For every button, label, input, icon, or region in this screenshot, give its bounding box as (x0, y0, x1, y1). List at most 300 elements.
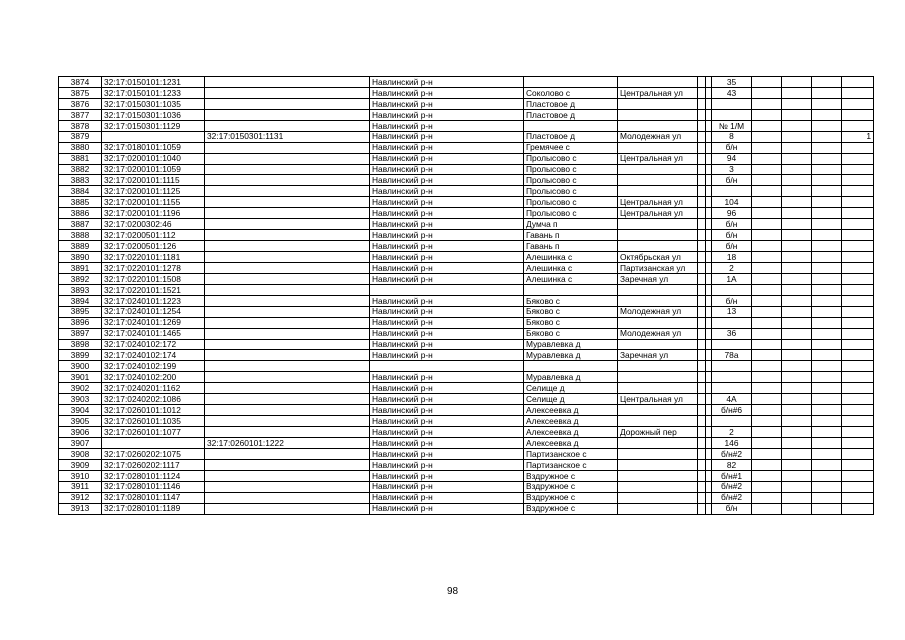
table-row (59, 427, 874, 438)
cell-cadastral-number: 32:17:0150301:1035 (102, 98, 205, 109)
cell-locality: Гремячее с (524, 142, 618, 153)
table-row (59, 131, 874, 142)
cell-col-j (752, 437, 782, 448)
cell-extra-a (698, 295, 706, 306)
cell-col-k (782, 437, 812, 448)
cell-col-m (842, 175, 874, 186)
cell-col-k (782, 306, 812, 317)
cell-col-l (812, 120, 842, 131)
cell-street (618, 405, 698, 416)
cell-extra-a (698, 405, 706, 416)
cell-row-number: 3874 (59, 77, 102, 88)
cell-row-number: 3890 (59, 252, 102, 263)
cell-col-j (752, 295, 782, 306)
cell-row-number: 3903 (59, 394, 102, 405)
cell-col-j (752, 284, 782, 295)
table-row (59, 481, 874, 492)
cell-district: Навлинский р-н (370, 470, 524, 481)
cell-extra-a (698, 427, 706, 438)
cell-cadastral-number-alt (205, 405, 370, 416)
table-row (59, 241, 874, 252)
cell-col-k (782, 350, 812, 361)
table-row (59, 492, 874, 503)
cell-district: Навлинский р-н (370, 295, 524, 306)
cell-house-number: 36 (712, 328, 752, 339)
cell-district: Навлинский р-н (370, 164, 524, 175)
cell-cadastral-number-alt (205, 120, 370, 131)
cell-locality: Муравлевка д (524, 350, 618, 361)
cell-row-number: 3876 (59, 98, 102, 109)
cell-col-k (782, 186, 812, 197)
cell-district: Навлинский р-н (370, 503, 524, 514)
cell-col-m (842, 87, 874, 98)
cell-cadastral-number: 32:17:0200101:1115 (102, 175, 205, 186)
cell-locality: Муравлевка д (524, 339, 618, 350)
cell-col-m (842, 361, 874, 372)
cell-district: Навлинский р-н (370, 252, 524, 263)
cell-locality: Пролысово с (524, 153, 618, 164)
cell-col-k (782, 197, 812, 208)
cell-col-m (842, 142, 874, 153)
cell-locality: Думча п (524, 219, 618, 230)
cell-extra-a (698, 252, 706, 263)
cell-street (618, 383, 698, 394)
cell-extra-a (698, 87, 706, 98)
cell-extra-a (698, 459, 706, 470)
cell-cadastral-number-alt (205, 481, 370, 492)
cell-col-m (842, 284, 874, 295)
cell-cadastral-number: 32:17:0280101:1124 (102, 470, 205, 481)
cell-cadastral-number: 32:17:0220101:1278 (102, 262, 205, 273)
cell-street (618, 295, 698, 306)
cell-col-m (842, 492, 874, 503)
cell-locality: Алешинка с (524, 252, 618, 263)
cell-col-m (842, 427, 874, 438)
cell-col-j (752, 317, 782, 328)
cell-cadastral-number-alt (205, 372, 370, 383)
cell-street: Заречная ул (618, 350, 698, 361)
cell-house-number (712, 339, 752, 350)
cell-cadastral-number: 32:17:0260202:1075 (102, 448, 205, 459)
cell-street (618, 437, 698, 448)
cell-row-number: 3899 (59, 350, 102, 361)
cell-house-number: б/н#2 (712, 448, 752, 459)
cell-cadastral-number-alt (205, 175, 370, 186)
cell-col-k (782, 427, 812, 438)
cell-col-m (842, 339, 874, 350)
cell-col-m (842, 317, 874, 328)
cell-district: Навлинский р-н (370, 120, 524, 131)
cell-col-m (842, 230, 874, 241)
cell-street (618, 109, 698, 120)
table-row (59, 339, 874, 350)
cell-col-m (842, 77, 874, 88)
cell-locality: Алексеевка д (524, 437, 618, 448)
cell-district: Навлинский р-н (370, 273, 524, 284)
cell-street (618, 230, 698, 241)
cell-col-m (842, 186, 874, 197)
cell-house-number: б/н (712, 241, 752, 252)
cell-col-k (782, 394, 812, 405)
cell-cadastral-number: 32:17:0260101:1077 (102, 427, 205, 438)
cell-house-number (712, 98, 752, 109)
cell-col-j (752, 492, 782, 503)
cell-col-l (812, 295, 842, 306)
cell-row-number: 3910 (59, 470, 102, 481)
cell-extra-a (698, 186, 706, 197)
cell-col-l (812, 197, 842, 208)
cell-locality: Селище д (524, 394, 618, 405)
cell-district: Навлинский р-н (370, 492, 524, 503)
cell-extra-a (698, 470, 706, 481)
cell-locality: Бяково с (524, 328, 618, 339)
cell-street (618, 175, 698, 186)
cell-extra-a (698, 481, 706, 492)
cell-col-j (752, 109, 782, 120)
cell-col-j (752, 339, 782, 350)
table-row (59, 295, 874, 306)
cell-locality: Пластовое д (524, 98, 618, 109)
cell-cadastral-number: 32:17:0240102:199 (102, 361, 205, 372)
cell-locality: Соколово с (524, 87, 618, 98)
cell-house-number: б/н (712, 295, 752, 306)
cell-cadastral-number-alt (205, 230, 370, 241)
cell-col-m (842, 448, 874, 459)
cell-col-l (812, 470, 842, 481)
cell-col-k (782, 459, 812, 470)
cell-col-k (782, 142, 812, 153)
cell-house-number: 35 (712, 77, 752, 88)
cell-district: Навлинский р-н (370, 262, 524, 273)
cell-locality: Селище д (524, 383, 618, 394)
cell-col-l (812, 219, 842, 230)
cell-col-m (842, 470, 874, 481)
cell-district: Навлинский р-н (370, 175, 524, 186)
table-row (59, 405, 874, 416)
cell-cadastral-number: 32:17:0200101:1059 (102, 164, 205, 175)
cell-col-m (842, 219, 874, 230)
table-row (59, 394, 874, 405)
cell-house-number: б/н (712, 230, 752, 241)
cell-row-number: 3886 (59, 208, 102, 219)
cell-extra-a (698, 142, 706, 153)
cell-cadastral-number: 32:17:0150101:1233 (102, 87, 205, 98)
cell-extra-a (698, 448, 706, 459)
cell-house-number: 146 (712, 437, 752, 448)
cell-street (618, 120, 698, 131)
cell-col-l (812, 372, 842, 383)
cell-col-k (782, 131, 812, 142)
cell-col-k (782, 219, 812, 230)
registry-table-body (59, 77, 874, 515)
cell-house-number: б/н (712, 219, 752, 230)
cell-cadastral-number: 32:17:0240101:1223 (102, 295, 205, 306)
cell-district: Навлинский р-н (370, 241, 524, 252)
cell-row-number: 3879 (59, 131, 102, 142)
cell-col-j (752, 142, 782, 153)
cell-street (618, 284, 698, 295)
cell-cadastral-number-alt (205, 492, 370, 503)
cell-cadastral-number: 32:17:0260202:1117 (102, 459, 205, 470)
cell-extra-a (698, 153, 706, 164)
cell-row-number: 3900 (59, 361, 102, 372)
cell-extra-a (698, 372, 706, 383)
cell-house-number: б/н (712, 175, 752, 186)
cell-district: Навлинский р-н (370, 448, 524, 459)
cell-col-k (782, 503, 812, 514)
table-row (59, 306, 874, 317)
cell-locality: Партизанское с (524, 459, 618, 470)
cell-extra-a (698, 273, 706, 284)
cell-district: Навлинский р-н (370, 109, 524, 120)
cell-street: Молодежная ул (618, 328, 698, 339)
table-row (59, 383, 874, 394)
cell-col-k (782, 120, 812, 131)
cell-extra-a (698, 350, 706, 361)
cell-row-number: 3889 (59, 241, 102, 252)
cell-street (618, 492, 698, 503)
cell-col-j (752, 153, 782, 164)
cell-col-j (752, 361, 782, 372)
cell-cadastral-number: 32:17:0200101:1040 (102, 153, 205, 164)
cell-street: Октябрьская ул (618, 252, 698, 263)
cell-cadastral-number-alt (205, 427, 370, 438)
cell-locality: Вздружное с (524, 481, 618, 492)
table-row (59, 350, 874, 361)
cell-district: Навлинский р-н (370, 87, 524, 98)
cell-district: Навлинский р-н (370, 383, 524, 394)
cell-col-l (812, 186, 842, 197)
cell-col-l (812, 153, 842, 164)
cell-extra-a (698, 383, 706, 394)
cell-cadastral-number: 32:17:0220101:1521 (102, 284, 205, 295)
table-row (59, 437, 874, 448)
cell-col-l (812, 273, 842, 284)
cell-col-k (782, 448, 812, 459)
table-row (59, 197, 874, 208)
cell-cadastral-number-alt (205, 470, 370, 481)
cell-cadastral-number: 32:17:0200101:1155 (102, 197, 205, 208)
cell-row-number: 3897 (59, 328, 102, 339)
cell-extra-a (698, 98, 706, 109)
cell-col-m (842, 437, 874, 448)
cell-col-l (812, 317, 842, 328)
cell-street (618, 459, 698, 470)
cell-row-number: 3896 (59, 317, 102, 328)
cell-house-number (712, 109, 752, 120)
cell-col-k (782, 405, 812, 416)
cell-house-number (712, 186, 752, 197)
cell-col-l (812, 503, 842, 514)
cell-extra-a (698, 197, 706, 208)
table-row (59, 208, 874, 219)
cell-house-number: б/н (712, 503, 752, 514)
cell-cadastral-number: 32:17:0240101:1254 (102, 306, 205, 317)
cell-street: Заречная ул (618, 273, 698, 284)
cell-col-k (782, 153, 812, 164)
cell-row-number: 3902 (59, 383, 102, 394)
cell-locality: Алексеевка д (524, 416, 618, 427)
cell-col-k (782, 87, 812, 98)
cell-locality (524, 284, 618, 295)
table-row (59, 219, 874, 230)
cell-house-number: б/н#1 (712, 470, 752, 481)
cell-locality: Партизанское с (524, 448, 618, 459)
cell-house-number (712, 372, 752, 383)
cell-cadastral-number-alt (205, 383, 370, 394)
cell-locality (524, 77, 618, 88)
cell-col-m (842, 394, 874, 405)
cell-col-m (842, 481, 874, 492)
cell-cadastral-number-alt (205, 186, 370, 197)
table-row (59, 470, 874, 481)
cell-cadastral-number: 32:17:0180101:1059 (102, 142, 205, 153)
cell-locality: Гавань п (524, 230, 618, 241)
cell-cadastral-number-alt (205, 109, 370, 120)
cell-col-j (752, 306, 782, 317)
table-row (59, 120, 874, 131)
table-row (59, 328, 874, 339)
cell-row-number: 3912 (59, 492, 102, 503)
cell-street (618, 164, 698, 175)
cell-col-l (812, 459, 842, 470)
cell-street: Партизанская ул (618, 262, 698, 273)
cell-cadastral-number-alt (205, 317, 370, 328)
cell-col-j (752, 175, 782, 186)
cell-extra-a (698, 492, 706, 503)
cell-house-number: 43 (712, 87, 752, 98)
table-row (59, 273, 874, 284)
cell-cadastral-number: 32:17:0280101:1147 (102, 492, 205, 503)
cell-cadastral-number: 32:17:0280101:1146 (102, 481, 205, 492)
cell-col-j (752, 262, 782, 273)
cell-district: Навлинский р-н (370, 142, 524, 153)
cell-house-number: 18 (712, 252, 752, 263)
cell-cadastral-number-alt: 32:17:0260101:1222 (205, 437, 370, 448)
cell-locality: Муравлевка д (524, 372, 618, 383)
cell-col-k (782, 492, 812, 503)
cell-district (370, 284, 524, 295)
cell-street: Центральная ул (618, 197, 698, 208)
cell-row-number: 3893 (59, 284, 102, 295)
cell-cadastral-number-alt (205, 416, 370, 427)
cell-cadastral-number: 32:17:0220101:1181 (102, 252, 205, 263)
cell-street: Центральная ул (618, 394, 698, 405)
table-row (59, 87, 874, 98)
cell-street (618, 186, 698, 197)
cell-cadastral-number: 32:17:0260101:1012 (102, 405, 205, 416)
cell-cadastral-number: 32:17:0220101:1508 (102, 273, 205, 284)
cell-col-l (812, 87, 842, 98)
cell-street (618, 503, 698, 514)
cell-col-m (842, 273, 874, 284)
cell-district: Навлинский р-н (370, 131, 524, 142)
cell-row-number: 3883 (59, 175, 102, 186)
cell-district: Навлинский р-н (370, 372, 524, 383)
cell-house-number: 78а (712, 350, 752, 361)
cell-locality: Бяково с (524, 306, 618, 317)
cell-cadastral-number (102, 437, 205, 448)
table-row (59, 503, 874, 514)
cell-house-number: 104 (712, 197, 752, 208)
cell-cadastral-number: 32:17:0240101:1269 (102, 317, 205, 328)
cell-extra-a (698, 317, 706, 328)
cell-cadastral-number-alt (205, 394, 370, 405)
cell-col-l (812, 230, 842, 241)
cell-col-l (812, 142, 842, 153)
cell-extra-a (698, 394, 706, 405)
cell-col-m (842, 405, 874, 416)
cell-district: Навлинский р-н (370, 77, 524, 88)
cell-extra-a (698, 164, 706, 175)
cell-cadastral-number: 32:17:0240102:172 (102, 339, 205, 350)
cell-col-m (842, 109, 874, 120)
cell-cadastral-number: 32:17:0150301:1129 (102, 120, 205, 131)
cell-cadastral-number-alt (205, 142, 370, 153)
cell-cadastral-number: 32:17:0200101:1125 (102, 186, 205, 197)
table-row (59, 230, 874, 241)
cell-street (618, 372, 698, 383)
cell-cadastral-number-alt (205, 503, 370, 514)
cell-col-m (842, 262, 874, 273)
cell-house-number (712, 284, 752, 295)
cell-col-l (812, 262, 842, 273)
cell-col-k (782, 372, 812, 383)
cell-cadastral-number-alt (205, 98, 370, 109)
cell-cadastral-number-alt (205, 339, 370, 350)
cell-locality: Пролысово с (524, 175, 618, 186)
cell-house-number: 94 (712, 153, 752, 164)
cell-col-l (812, 448, 842, 459)
cell-row-number: 3909 (59, 459, 102, 470)
cell-extra-a (698, 175, 706, 186)
cell-col-m (842, 241, 874, 252)
cell-col-l (812, 416, 842, 427)
cell-col-j (752, 416, 782, 427)
cell-district: Навлинский р-н (370, 350, 524, 361)
cell-row-number: 3875 (59, 87, 102, 98)
cell-col-j (752, 273, 782, 284)
cell-house-number: 82 (712, 459, 752, 470)
cell-cadastral-number-alt (205, 361, 370, 372)
cell-col-k (782, 262, 812, 273)
cell-house-number: 3 (712, 164, 752, 175)
cell-house-number (712, 383, 752, 394)
cell-locality: Гавань п (524, 241, 618, 252)
cell-col-j (752, 394, 782, 405)
cell-col-m (842, 459, 874, 470)
cell-col-j (752, 405, 782, 416)
cell-col-l (812, 394, 842, 405)
cell-house-number: 13 (712, 306, 752, 317)
cell-cadastral-number-alt (205, 284, 370, 295)
table-row (59, 109, 874, 120)
cell-col-k (782, 208, 812, 219)
cell-col-j (752, 241, 782, 252)
cell-row-number: 3901 (59, 372, 102, 383)
cell-row-number: 3905 (59, 416, 102, 427)
cell-street (618, 448, 698, 459)
cell-locality: Пролысово с (524, 186, 618, 197)
cell-col-l (812, 350, 842, 361)
cell-district: Навлинский р-н (370, 339, 524, 350)
cell-locality: Вздружное с (524, 503, 618, 514)
cell-extra-a (698, 437, 706, 448)
cell-street (618, 77, 698, 88)
cell-col-l (812, 328, 842, 339)
table-row (59, 361, 874, 372)
cell-street (618, 317, 698, 328)
